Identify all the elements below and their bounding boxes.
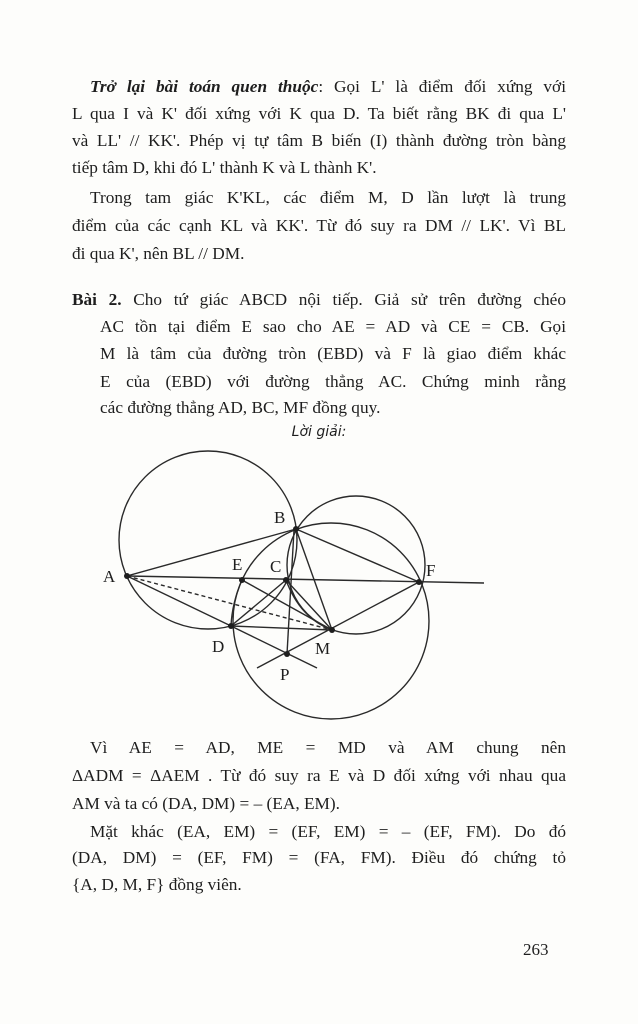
label-m: M <box>315 639 331 658</box>
segment-am <box>127 576 332 630</box>
label-c: C <box>270 557 282 576</box>
label-b: B <box>274 508 286 527</box>
paragraph-line: tiếp tâm D, khi đó L' thành K và L thành K'. <box>72 158 377 177</box>
paragraph-line: Trong tam giác K'KL, các điểm M, D lần lượt là trung <box>90 188 566 207</box>
paragraph-line: đi qua K', nên BL // DM. <box>72 244 245 263</box>
paragraph-line: và LL' // KK'. Phép vị tự tâm B biến (I) thành đường tròn bàng <box>72 131 566 150</box>
text: : Gọi L' là điểm đối xứng với <box>318 77 566 96</box>
circle-abcd <box>119 451 297 629</box>
segment-cm <box>286 580 332 630</box>
problem-line: AC tồn tại điểm E sao cho AE = AD và CE = CB. Gọi <box>100 317 566 336</box>
label-a: A <box>103 567 116 586</box>
solution-line: ΔADM = ΔAEM . Từ đó suy ra E và D đối xứng với nhau qua <box>72 766 566 785</box>
problem-line: E của (EBD) với đường thẳng AC. Chứng minh rằng <box>100 372 566 391</box>
solution-caption: Lời giải: <box>291 424 347 440</box>
label-p: P <box>280 665 290 684</box>
paragraph-line: điểm của các cạnh KL và KK'. Từ đó suy ra DM // LK'. Vì BL <box>72 216 566 235</box>
problem-line: M là tâm của đường tròn (EBD) và F là giao điểm khác <box>100 344 566 363</box>
problem-label: Bài 2. <box>72 290 122 309</box>
label-e: E <box>232 555 243 574</box>
solution-line: (DA, DM) = (EF, FM) = (FA, FM). Điều đó chứng tỏ <box>72 848 566 867</box>
segment-dp <box>231 626 317 668</box>
paragraph-line: L qua I và K' đối xứng với K qua D. Ta biết rằng BK đi qua L' <box>72 104 566 123</box>
heading-inline: Trở lại bài toán quen thuộc <box>90 77 319 96</box>
circle-bcf <box>287 496 425 634</box>
page-number: 263 <box>523 940 549 959</box>
problem-line: các đường thẳng AD, BC, MF đồng quy. <box>100 398 381 417</box>
label-d: D <box>212 637 225 656</box>
label-f: F <box>426 561 436 580</box>
solution-line: Vì AE = AD, ME = MD và AM chung nên <box>90 738 566 757</box>
circle-ebd <box>233 523 429 719</box>
solution-line: Mặt khác (EA, EM) = (EF, EM) = – (EF, FM). Do đó <box>90 822 566 841</box>
segment-fp <box>257 582 419 668</box>
solution-line: AM và ta có (DA, DM) = – (EA, EM). <box>72 794 340 813</box>
text: Cho tứ giác ABCD nội tiếp. Giả sử trên đường chéo <box>133 290 566 309</box>
segment-bf <box>296 529 419 582</box>
solution-line: {A, D, M, F} đồng viên. <box>72 875 242 894</box>
